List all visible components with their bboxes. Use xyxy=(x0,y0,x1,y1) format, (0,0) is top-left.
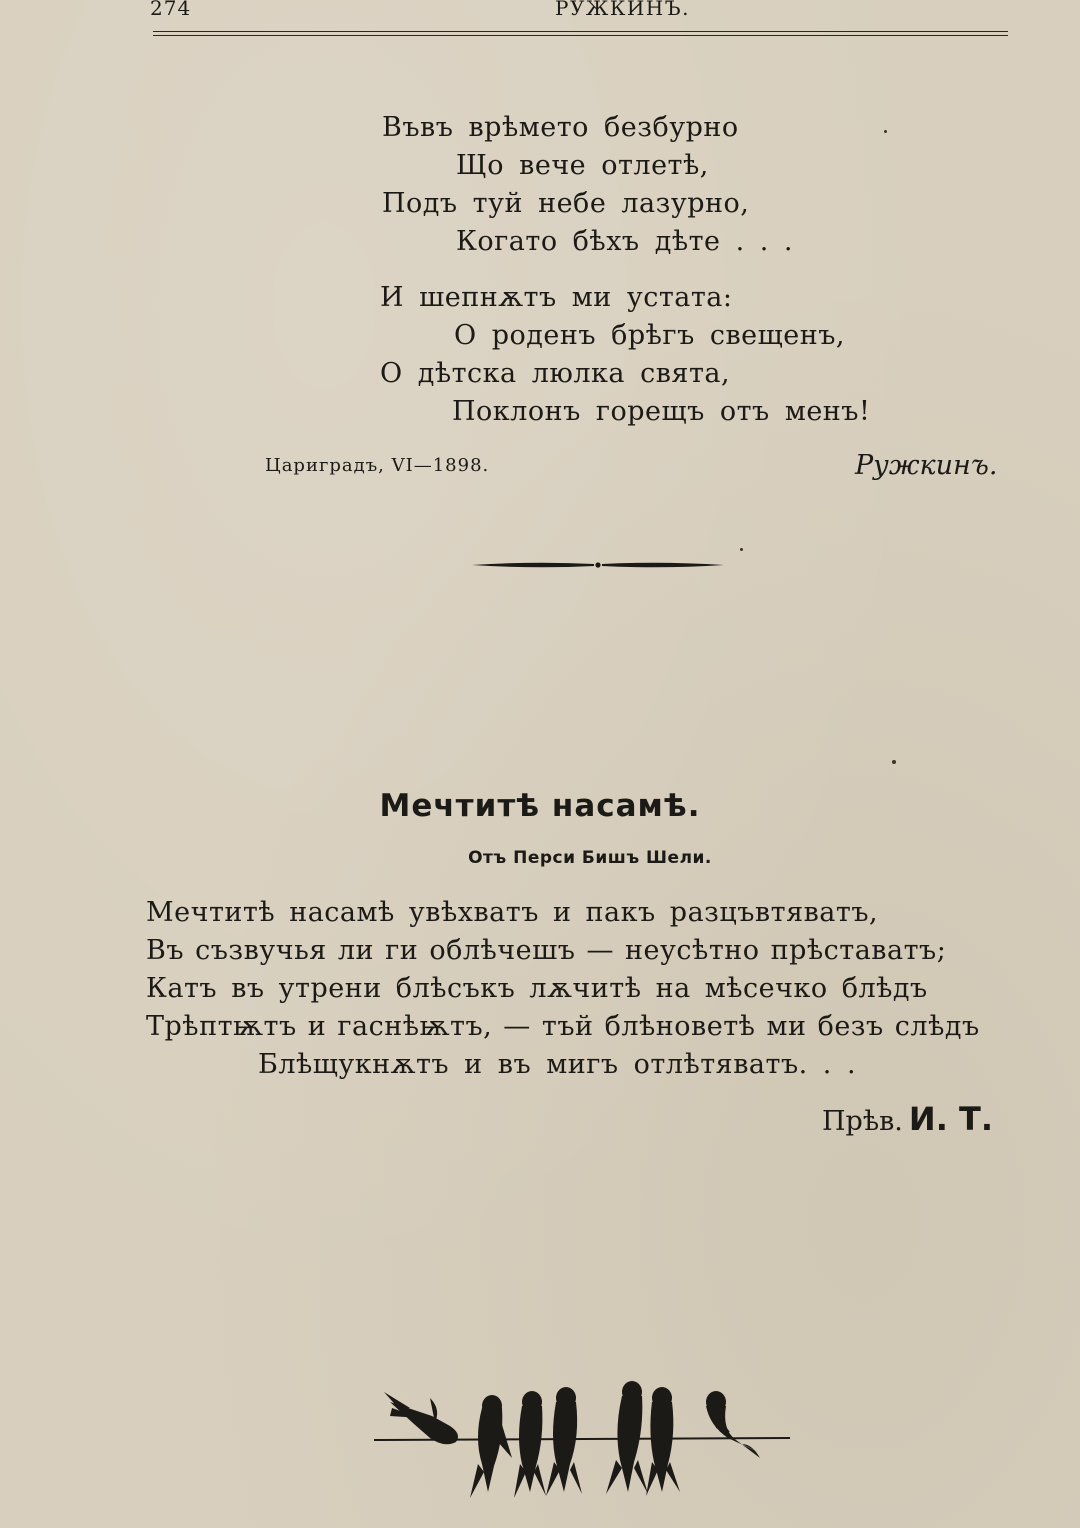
translator-credit xyxy=(822,1100,993,1138)
paper-speck xyxy=(740,548,743,551)
poem2-line: Трѣптѭтъ и гаснѣѭтъ, — тъй блѣноветѣ ми безъ слѣдъ xyxy=(146,1011,980,1042)
swallow-bird-icon xyxy=(384,1392,458,1444)
place-date: Цариградъ, VI—1898. xyxy=(265,455,490,476)
poem1-line: О дѣтска люлка свята, xyxy=(380,358,731,389)
author-signature: Ружкинъ. xyxy=(855,450,998,481)
running-title: РУЖКИНЪ. xyxy=(555,0,690,20)
poem1-line: Въвъ врѣмето безбурно xyxy=(382,112,739,143)
page-number: 274 xyxy=(150,0,192,20)
swallow-bird-icon xyxy=(514,1391,546,1498)
paper-speck xyxy=(884,130,887,133)
header-rule-secondary xyxy=(153,35,1008,36)
poem1-line: Що вече отлетѣ, xyxy=(456,150,709,181)
swallow-bird-icon xyxy=(546,1387,582,1496)
poem2-line: Въ съзвучья ли ги облѣчешъ — неусѣтно прѣставатъ; xyxy=(146,935,947,966)
poem2-line: Блѣщукнѫтъ и въ мигъ отлѣтяватъ. . . xyxy=(258,1049,857,1080)
swallow-bird-icon xyxy=(606,1381,648,1494)
translator-abbr: Прѣв. xyxy=(822,1106,903,1137)
swallow-bird-icon xyxy=(706,1391,760,1458)
header-rule xyxy=(153,31,1008,32)
paper-speck xyxy=(892,760,896,764)
swallow-bird-icon xyxy=(646,1387,680,1496)
poem1-line: Когато бѣхъ дѣте . . . xyxy=(456,226,794,257)
poem1-line: Поклонъ горещъ отъ менъ! xyxy=(452,396,871,427)
poem2-subtitle: Отъ Перси Бишъ Шели. xyxy=(468,848,712,868)
page-header xyxy=(150,0,1010,40)
poem2-line: Мечтитѣ насамѣ увѣхватъ и пакъ разцъвтяватъ, xyxy=(146,897,879,928)
translator-initials: И. Т. xyxy=(908,1100,993,1138)
poem2-line: Катъ въ утрени блѣсъкъ лѫчитѣ на мѣсечко блѣдъ xyxy=(146,973,928,1004)
swallow-bird-icon xyxy=(470,1395,512,1498)
swallows-illustration xyxy=(370,1368,795,1508)
poem1-line: О роденъ брѣгъ свещенъ, xyxy=(454,320,845,351)
poem1-line: Подъ туй небе лазурно, xyxy=(382,188,750,219)
poem1-line: И шепнѫтъ ми устата: xyxy=(380,282,733,313)
ornament-divider xyxy=(470,558,726,572)
poem2-title: Мечтитѣ насамѣ. xyxy=(379,788,701,824)
